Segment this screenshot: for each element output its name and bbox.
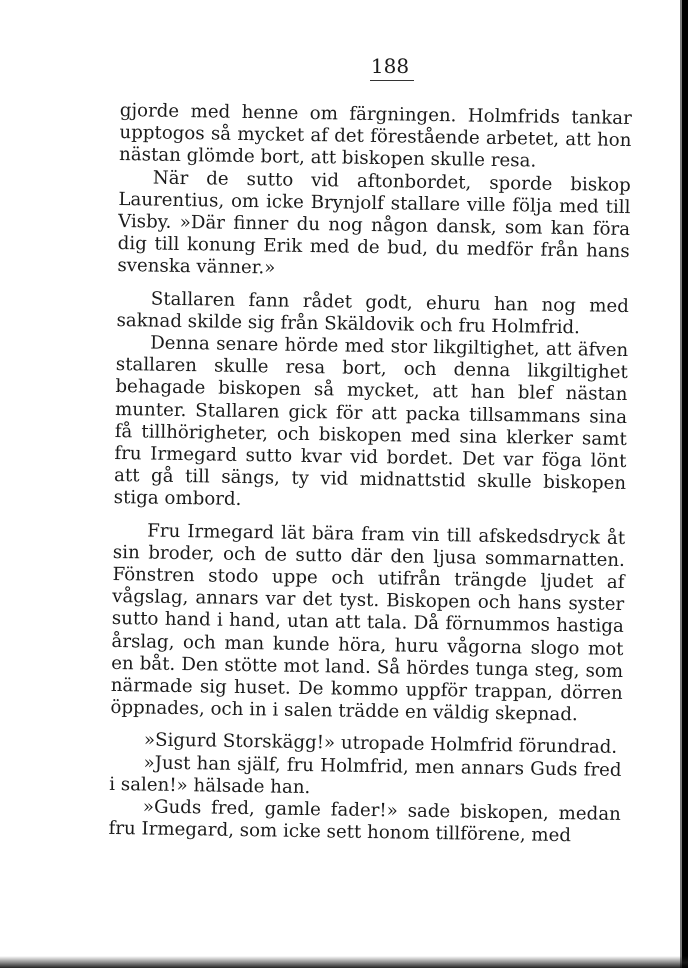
page-number: 188	[370, 54, 410, 78]
body-text	[108, 100, 632, 848]
paragraph-3: Stallaren fann rådet godt, ehuru han nog med saknad skilde sig från Skäldovik och fru Holmfrid.	[116, 288, 629, 339]
scan-bottom-shadow	[0, 956, 688, 968]
paragraph-1: gjorde med henne om färgningen. Holmfrids tankar upptogos så mycket af det förestående arbetet, att hon nästan glömde bort, att biskopen skulle resa.	[118, 100, 632, 172]
page-number-rule	[370, 80, 414, 81]
paragraph-2: När de sutto vid aftonbordet, sporde biskop Laurentius, om icke Brynjolf stallare ville följa med till Visby. »Där finner du nog någon dansk, som kan föra dig till konung Erik med de bud, du medför från hans svenska vänner.»	[117, 167, 631, 279]
paragraph-4: Denna senare hörde med stor likgiltighet, att äfven stallaren skulle resa bort, och denna likgiltighet behagade biskopen så mycket, att han blef nästan munter. Stallaren gick för att packa tillsammans sina få tillhörigheter, och biskopen med sina klerker samt fru Irmegard sutto kvar vid bordet. Det var föga lönt att gå till sängs, ty vid midnattstid skulle biskopen stiga ombord.	[113, 332, 629, 511]
paragraph-6: »Sigurd Storskägg!» utropade Holmfrid förundrad.	[143, 729, 618, 759]
paragraph-7: »Just han själf, fru Holmfrid, men annars Guds fred i salen!» hälsade han.	[109, 752, 622, 798]
scan-edge-border	[682, 0, 688, 968]
paragraph-5: Fru Irmegard lät bära fram vin till afskedsdryck åt sin broder, och de sutto där den ljusa sommarnatten. Fönstren stodo uppe och utifrån trängde ljudet af vågslag, annars var det tyst. Biskopen och hans syster sutto hand i hand, utan att tala. Då förnummos hastiga årslag, och man kunde höra, huru vågorna slogo mot en båt. Den stötte mot land. Så hördes tunga steg, som närmade sig huset. De kommo uppför trappan, dörren öppnades, och in i salen trädde en väldig skepnad.	[110, 520, 626, 726]
paragraph-8: »Guds fred, gamle fader!» sade biskopen, medan fru Irmegard, som icke sett honom tillförene, med	[108, 796, 622, 847]
